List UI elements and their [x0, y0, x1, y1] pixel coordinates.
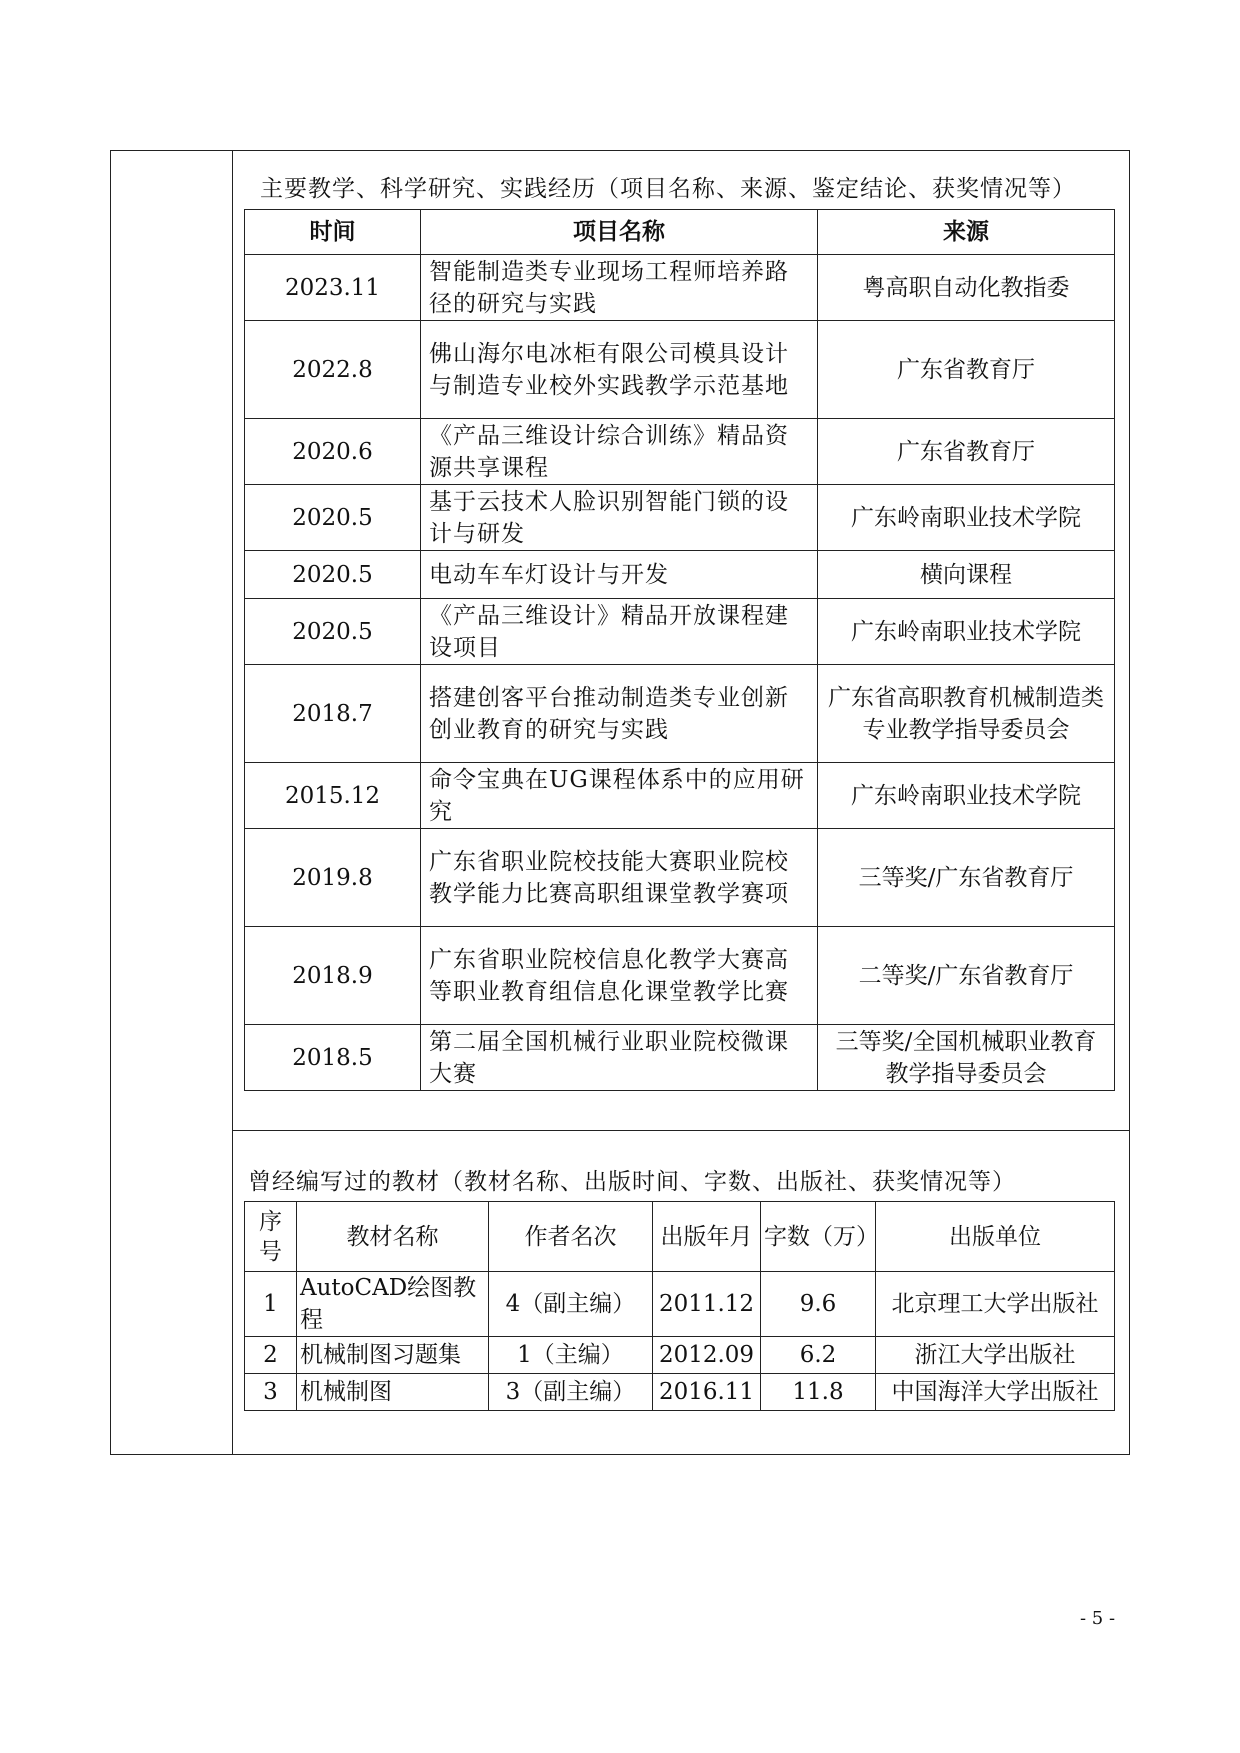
- experience-table: [244, 209, 1115, 1091]
- table-row: [245, 763, 1115, 829]
- cell-author-rank: 4（副主编）: [489, 1272, 653, 1337]
- header-time: 时间: [245, 210, 421, 255]
- table-row: [245, 927, 1115, 1025]
- cell-time: 2022.8: [245, 321, 421, 419]
- table-row: [245, 419, 1115, 485]
- cell-time: 2018.9: [245, 927, 421, 1025]
- cell-textbook-name: 机械制图习题集: [297, 1337, 489, 1374]
- header-publisher: 出版单位: [876, 1202, 1115, 1272]
- cell-time: 2015.12: [245, 763, 421, 829]
- cell-time: 2020.5: [245, 485, 421, 551]
- cell-project-name: 《产品三维设计综合训练》精品资源共享课程: [421, 419, 818, 485]
- page-number: - 5 -: [1080, 1608, 1116, 1629]
- cell-project-name: 第二届全国机械行业职业院校微课大赛: [421, 1025, 818, 1091]
- cell-source: 横向课程: [818, 551, 1115, 599]
- cell-author-rank: 3（副主编）: [489, 1374, 653, 1411]
- header-project-name: 项目名称: [421, 210, 818, 255]
- cell-word-count: 6.2: [761, 1337, 876, 1374]
- table-row: [245, 1337, 1115, 1374]
- cell-project-name: 基于云技术人脸识别智能门锁的设计与研发: [421, 485, 818, 551]
- cell-time: 2020.5: [245, 551, 421, 599]
- cell-publish-date: 2012.09: [653, 1337, 761, 1374]
- cell-time: 2019.8: [245, 829, 421, 927]
- cell-textbook-name: AutoCAD绘图教程: [297, 1272, 489, 1337]
- header-textbook-name: 教材名称: [297, 1202, 489, 1272]
- label-column-divider: [232, 150, 233, 1455]
- table-row: [245, 321, 1115, 419]
- table-row: [245, 1374, 1115, 1411]
- header-source: 来源: [818, 210, 1115, 255]
- cell-project-name: 《产品三维设计》精品开放课程建设项目: [421, 599, 818, 665]
- table-header-row: [245, 1202, 1115, 1272]
- cell-time: 2020.5: [245, 599, 421, 665]
- cell-publish-date: 2016.11: [653, 1374, 761, 1411]
- cell-source: 广东省教育厅: [818, 321, 1115, 419]
- cell-time: 2018.5: [245, 1025, 421, 1091]
- cell-word-count: 11.8: [761, 1374, 876, 1411]
- section-divider: [232, 1130, 1130, 1131]
- cell-seq-no: 2: [245, 1337, 297, 1374]
- textbook-table: [244, 1201, 1115, 1411]
- cell-word-count: 9.6: [761, 1272, 876, 1337]
- cell-source: 粤高职自动化教指委: [818, 255, 1115, 321]
- cell-publish-date: 2011.12: [653, 1272, 761, 1337]
- cell-publisher: 北京理工大学出版社: [876, 1272, 1115, 1337]
- cell-publisher: 中国海洋大学出版社: [876, 1374, 1115, 1411]
- table-header-row: [245, 210, 1115, 255]
- cell-time: 2018.7: [245, 665, 421, 763]
- cell-source: 广东岭南职业技术学院: [818, 763, 1115, 829]
- cell-source: 广东省教育厅: [818, 419, 1115, 485]
- table-row: [245, 599, 1115, 665]
- cell-source: 广东岭南职业技术学院: [818, 599, 1115, 665]
- cell-project-name: 广东省职业院校技能大赛职业院校教学能力比赛高职组课堂教学赛项: [421, 829, 818, 927]
- cell-source: 广东岭南职业技术学院: [818, 485, 1115, 551]
- cell-author-rank: 1（主编）: [489, 1337, 653, 1374]
- cell-source: 二等奖/广东省教育厅: [818, 927, 1115, 1025]
- cell-seq-no: 3: [245, 1374, 297, 1411]
- table-row: [245, 485, 1115, 551]
- cell-source: 三等奖/广东省教育厅: [818, 829, 1115, 927]
- cell-project-name: 广东省职业院校信息化教学大赛高等职业教育组信息化课堂教学比赛: [421, 927, 818, 1025]
- cell-project-name: 命令宝典在UG课程体系中的应用研究: [421, 763, 818, 829]
- cell-source: 广东省高职教育机械制造类专业教学指导委员会: [818, 665, 1115, 763]
- header-author-rank: 作者名次: [489, 1202, 653, 1272]
- table-row: [245, 829, 1115, 927]
- cell-time: 2020.6: [245, 419, 421, 485]
- cell-source: 三等奖/全国机械职业教育教学指导委员会: [818, 1025, 1115, 1091]
- cell-project-name: 智能制造类专业现场工程师培养路径的研究与实践: [421, 255, 818, 321]
- header-publish-date: 出版年月: [653, 1202, 761, 1272]
- table-row: [245, 1025, 1115, 1091]
- cell-project-name: 搭建创客平台推动制造类专业创新创业教育的研究与实践: [421, 665, 818, 763]
- table-row: [245, 1272, 1115, 1337]
- table-row: [245, 255, 1115, 321]
- section2-title: 曾经编写过的教材（教材名称、出版时间、字数、出版社、获奖情况等）: [248, 1169, 1016, 1195]
- cell-publisher: 浙江大学出版社: [876, 1337, 1115, 1374]
- cell-time: 2023.11: [245, 255, 421, 321]
- header-word-count: 字数（万）: [761, 1202, 876, 1272]
- table-row: [245, 665, 1115, 763]
- table-row: [245, 551, 1115, 599]
- cell-seq-no: 1: [245, 1272, 297, 1337]
- cell-project-name: 电动车车灯设计与开发: [421, 551, 818, 599]
- cell-project-name: 佛山海尔电冰柜有限公司模具设计与制造专业校外实践教学示范基地: [421, 321, 818, 419]
- cell-textbook-name: 机械制图: [297, 1374, 489, 1411]
- header-seq-no: 序号: [245, 1202, 297, 1272]
- section1-title: 主要教学、科学研究、实践经历（项目名称、来源、鉴定结论、获奖情况等）: [260, 176, 1076, 202]
